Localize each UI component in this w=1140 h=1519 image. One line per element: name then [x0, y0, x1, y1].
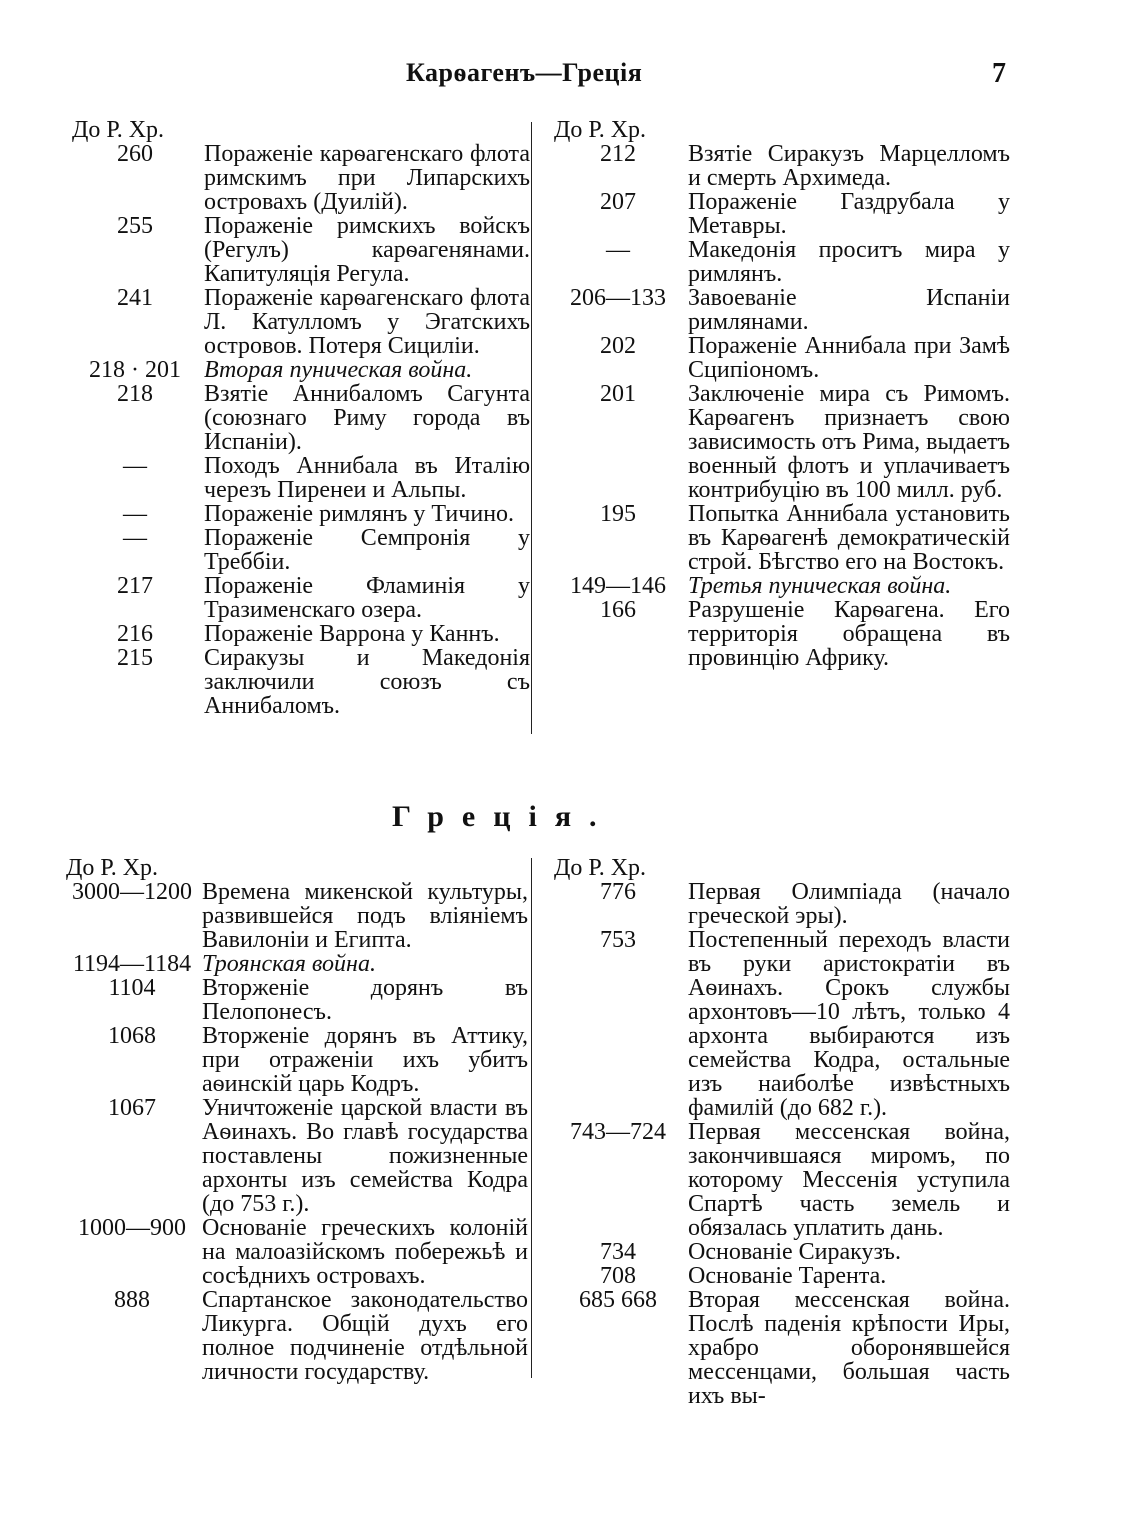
- chronology-entry: [66, 1024, 528, 1096]
- entry-date: 207: [600, 189, 636, 215]
- entry-date: 206—133: [570, 285, 666, 311]
- entry-text: Третья пуническая война.: [688, 573, 952, 599]
- entry-text: Основаніе Тарента.: [688, 1263, 887, 1289]
- entry-text: Вторая мессенская война. Послѣ паденія крѣпости Иры, храбро оборонявшейся мессенцами, большая часть ихъ вы-: [688, 1287, 1010, 1409]
- entry-date: 217: [117, 573, 153, 599]
- entry-date: 149—146: [570, 573, 666, 599]
- entry-text: Пораженіе римлянъ у Тичино.: [204, 501, 515, 527]
- entry-date: 202: [600, 333, 636, 359]
- entry-date: 888: [114, 1287, 150, 1313]
- chronology-entry: [72, 358, 530, 382]
- entry-text: Пораженіе карѳагенскаго флота Л. Катулломъ у Эгатскихъ островов. Потеря Сициліи.: [204, 285, 530, 359]
- chronology-entry: [72, 574, 530, 622]
- greece-left-column: [66, 856, 528, 1384]
- entry-text: Вторая пуническая война.: [204, 357, 473, 383]
- chronology-entry: [554, 334, 1010, 382]
- chronology-entry: [554, 382, 1010, 502]
- chronology-entry: [72, 382, 530, 454]
- entry-text: Троянская война.: [202, 951, 376, 977]
- chronology-entry: [66, 1096, 528, 1216]
- entry-text: Сиракузы и Македонія заключили союзъ съ Аннибаломъ.: [204, 645, 530, 719]
- entry-text: Основаніе греческихъ колоній на малоазійскомъ побережьѣ и сосѣднихъ островахъ.: [202, 1215, 528, 1289]
- chronology-entry: [72, 646, 530, 718]
- entry-text: Завоеваніе Испаніи римлянами.: [688, 285, 1010, 335]
- chronology-entry: [72, 214, 530, 286]
- chronology-entry: [554, 1264, 1010, 1288]
- entry-date: 3000—1200: [72, 879, 192, 905]
- entry-text: Взятіе Аннибаломъ Сагунта (союзнаго Риму города въ Испаніи).: [204, 381, 530, 455]
- chronology-entry: [554, 598, 1010, 670]
- entry-date: 166: [600, 597, 636, 623]
- chronology-entry: [554, 1120, 1010, 1240]
- entry-date: 201: [600, 381, 636, 407]
- era-label: До Р. Хр.: [66, 855, 159, 881]
- entry-date: —: [123, 501, 147, 527]
- chronology-entry: [554, 238, 1010, 286]
- page-number: 7: [992, 58, 1006, 89]
- entry-text: Пораженіе Варрона у Каннъ.: [204, 621, 500, 647]
- entry-date: —: [606, 237, 630, 263]
- chronology-entry: [66, 976, 528, 1024]
- era-label: До Р. Хр.: [554, 855, 647, 881]
- carthage-right-column: [554, 118, 1010, 670]
- section-title: Греція.: [392, 800, 615, 833]
- entry-text: Вторженіе дорянъ въ Пелопонесъ.: [202, 975, 528, 1025]
- entry-date: 734: [600, 1239, 636, 1265]
- era-label: До Р. Хр.: [72, 117, 165, 143]
- entry-date: 708: [600, 1263, 636, 1289]
- entry-date: 255: [117, 213, 153, 239]
- entry-text: Первая Олимпіада (начало греческой эры).: [688, 879, 1010, 929]
- column-divider: [531, 122, 532, 734]
- chronology-entry: [554, 928, 1010, 1120]
- chronology-entry: [72, 526, 530, 574]
- entry-text: Вторженіе дорянъ въ Аттику, при отраженіи ихъ убитъ аѳинскій царь Кодръ.: [202, 1023, 528, 1097]
- greece-right-column: [554, 856, 1010, 1408]
- entry-text: Уничтоженіе царской власти въ Аѳинахъ. Во главѣ государства поставлены пожизненные архонты изъ семейства Кодра (до 753 г.).: [202, 1095, 528, 1217]
- chronology-entry: [554, 502, 1010, 574]
- entry-date: —: [123, 525, 147, 551]
- entry-date: 685 668: [579, 1287, 657, 1313]
- entry-text: Пораженіе римскихъ войскъ (Регулъ) карѳагенянами. Капитуляція Регула.: [204, 213, 530, 287]
- entry-date: 1067: [108, 1095, 156, 1121]
- entry-date: 241: [117, 285, 153, 311]
- entry-text: Пораженіе Семпронія у Треббіи.: [204, 525, 530, 575]
- chronology-entry: [72, 454, 530, 502]
- entry-date: 1000—900: [78, 1215, 186, 1241]
- entry-date: 1194—1184: [72, 951, 192, 977]
- entry-text: Попытка Аннибала установить въ Карѳагенѣ демократическій строй. Бѣгство его на Востокъ.: [688, 501, 1010, 575]
- entry-text: Разрушеніе Карѳагена. Его территорія обращена въ провинцію Африку.: [688, 597, 1010, 671]
- entry-text: Основаніе Сиракузъ.: [688, 1239, 901, 1265]
- chronology-entry: [72, 142, 530, 214]
- carthage-left-column: [72, 118, 530, 718]
- entry-date: 753: [600, 927, 636, 953]
- entry-date: —: [123, 453, 147, 479]
- column-divider: [531, 858, 532, 1378]
- chronology-entry: [554, 1288, 1010, 1408]
- entry-date: 1068: [108, 1023, 156, 1049]
- chronology-entry: [554, 1240, 1010, 1264]
- era-label: До Р. Хр.: [554, 117, 647, 143]
- chronology-entry: [66, 952, 528, 976]
- running-title: Карѳагенъ—Греція: [406, 58, 643, 87]
- chronology-entry: [554, 286, 1010, 334]
- chronology-entry: [66, 1288, 528, 1384]
- entry-date: 212: [600, 141, 636, 167]
- entry-text: Взятіе Сиракузъ Марцелломъ и смерть Архимеда.: [688, 141, 1010, 191]
- chronology-entry: [66, 1216, 528, 1288]
- entry-date: 218: [117, 381, 153, 407]
- entry-text: Пораженіе карѳагенскаго флота римскимъ при Липарскихъ островахъ (Дуилій).: [204, 141, 530, 215]
- chronology-entry: [72, 622, 530, 646]
- entry-text: Македонія проситъ мира у римлянъ.: [688, 237, 1010, 287]
- entry-text: Первая мессенская война, закончившаяся миромъ, по которому Мессенія уступила Спартѣ часть земель и обязалась уплатить дань.: [688, 1119, 1010, 1241]
- entry-text: Походъ Аннибала въ Италію черезъ Пиренеи и Альпы.: [204, 453, 530, 503]
- entry-text: Спартанское законодательство Ликурга. Общій духъ его полное подчиненіе отдѣльной личности государству.: [202, 1287, 528, 1385]
- entry-date: 1104: [108, 975, 156, 1001]
- chronology-entry: [554, 142, 1010, 190]
- chronology-entry: [554, 574, 1010, 598]
- entry-date: 195: [600, 501, 636, 527]
- entry-text: Пораженіе Фламинія у Тразименскаго озера.: [204, 573, 530, 623]
- chronology-entry: [72, 502, 530, 526]
- entry-date: 216: [117, 621, 153, 647]
- chronology-entry: [72, 286, 530, 358]
- entry-date: 743—724: [570, 1119, 666, 1145]
- entry-text: Заключеніе мира съ Римомъ. Карѳагенъ признаетъ свою зависимость отъ Рима, выдаетъ военный флотъ и уплачиваетъ контрибуцію въ 100 милл. руб.: [688, 381, 1010, 503]
- entry-text: Пораженіе Аннибала при Замѣ Сципіономъ.: [688, 333, 1010, 383]
- entry-text: Постепенный переходъ власти въ руки аристократіи въ Аѳинахъ. Срокъ службы архонтовъ—10 лѣтъ, только 4 архонта выбираются изъ семейства Кодра, остальные изъ наиболѣе извѣстныхъ фамилій (до 682 г.).: [688, 927, 1010, 1121]
- entry-text: Пораженіе Газдрубала у Метавры.: [688, 189, 1010, 239]
- entry-date: 260: [117, 141, 153, 167]
- entry-text: Времена микенской культуры, развившейся подъ вліяніемъ Вавилоніи и Египта.: [202, 879, 528, 953]
- chronology-entry: [554, 190, 1010, 238]
- entry-date: 776: [600, 879, 636, 905]
- chronology-entry: [554, 880, 1010, 928]
- entry-date: 218 · 201: [89, 357, 181, 383]
- chronology-entry: [66, 880, 528, 952]
- entry-date: 215: [117, 645, 153, 671]
